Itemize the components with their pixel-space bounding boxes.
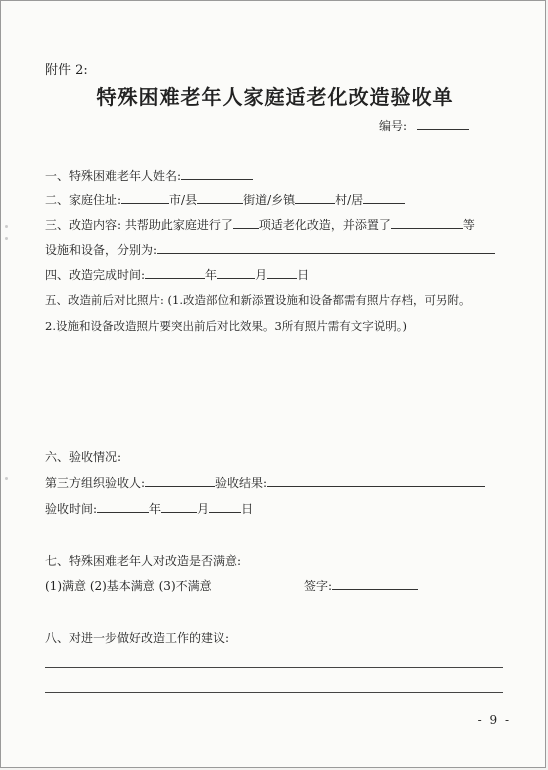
inspection-year-label: 年	[149, 502, 162, 516]
street-label: 街道/乡镇	[243, 193, 296, 207]
year-label: 年	[205, 268, 218, 282]
satisfaction-options: (1)满意 (2)基本满意 (3)不满意	[45, 579, 212, 593]
village-label: 村/居	[335, 193, 364, 207]
section-3-label: 三、改造内容: 共帮助此家庭进行了	[45, 218, 233, 232]
section-1-label: 一、特殊困难老年人姓名:	[45, 169, 182, 183]
street-blank	[197, 192, 243, 204]
city-blank	[121, 192, 169, 204]
result-label: 验收结果:	[215, 476, 268, 490]
section-1-name	[45, 167, 253, 184]
section-5-line1: 五、改造前后对比照片: (1.改造部位和新添置设施和设备都需有照片存档，可另附。	[45, 293, 471, 307]
equipment-blank	[391, 217, 463, 229]
section-6-time	[45, 500, 253, 517]
inspector-blank	[145, 475, 215, 487]
month-blank	[217, 267, 255, 279]
binding-mark	[5, 477, 8, 480]
signature-label: 签字:	[304, 579, 333, 593]
page-title: 特殊困难老年人家庭适老化改造验收单	[96, 85, 454, 109]
equipment-list-blank	[157, 242, 495, 254]
section-3-content	[45, 216, 475, 233]
inspection-month-blank	[161, 501, 197, 513]
day-label: 日	[297, 268, 310, 282]
section-4-label: 四、改造完成时间:	[45, 268, 146, 282]
serial-field	[379, 117, 469, 134]
suggestion-line-1	[45, 667, 503, 668]
inspection-day-label: 日	[241, 502, 254, 516]
month-label: 月	[255, 268, 268, 282]
section-4-date	[45, 266, 309, 283]
suggestion-line-2	[45, 692, 503, 693]
year-blank	[145, 267, 205, 279]
items-count-blank	[233, 217, 259, 229]
section-2-address	[45, 191, 405, 208]
section-3-items: 项适老化改造，并添置了	[258, 218, 391, 232]
result-blank	[267, 475, 485, 487]
section-3-line2	[45, 241, 495, 258]
section-2-label: 二、家庭住址:	[45, 193, 122, 207]
inspection-time-label: 验收时间:	[45, 502, 98, 516]
residence-blank	[363, 192, 405, 204]
section-3-etc: 等	[462, 218, 475, 232]
inspection-day-blank	[209, 501, 241, 513]
annex-label: 附件 2:	[45, 63, 88, 78]
serial-blank	[417, 118, 469, 130]
section-5-line2: 2.设施和设备改造照片要突出前后对比效果。3所有照片需有文字说明。)	[45, 319, 408, 333]
section-8-label: 八、对进一步做好改造工作的建议:	[45, 631, 230, 645]
section-6-label: 六、验收情况:	[45, 450, 122, 464]
section-3-list-label: 设施和设备，分别为:	[45, 243, 158, 257]
binding-mark	[5, 237, 8, 240]
serial-label: 编号:	[379, 119, 408, 133]
name-blank	[181, 168, 253, 180]
signature-field	[304, 577, 418, 594]
village-blank	[295, 192, 335, 204]
city-label: 市/县	[169, 193, 198, 207]
signature-blank	[332, 578, 418, 590]
binding-mark	[5, 225, 8, 228]
day-blank	[267, 267, 297, 279]
inspection-month-label: 月	[197, 502, 210, 516]
inspector-label: 第三方组织验收人:	[45, 476, 146, 490]
section-6-inspection	[45, 474, 485, 491]
section-7-label: 七、特殊困难老年人对改造是否满意:	[45, 554, 242, 568]
inspection-year-blank	[97, 501, 149, 513]
page-number: - 9 -	[477, 713, 511, 727]
